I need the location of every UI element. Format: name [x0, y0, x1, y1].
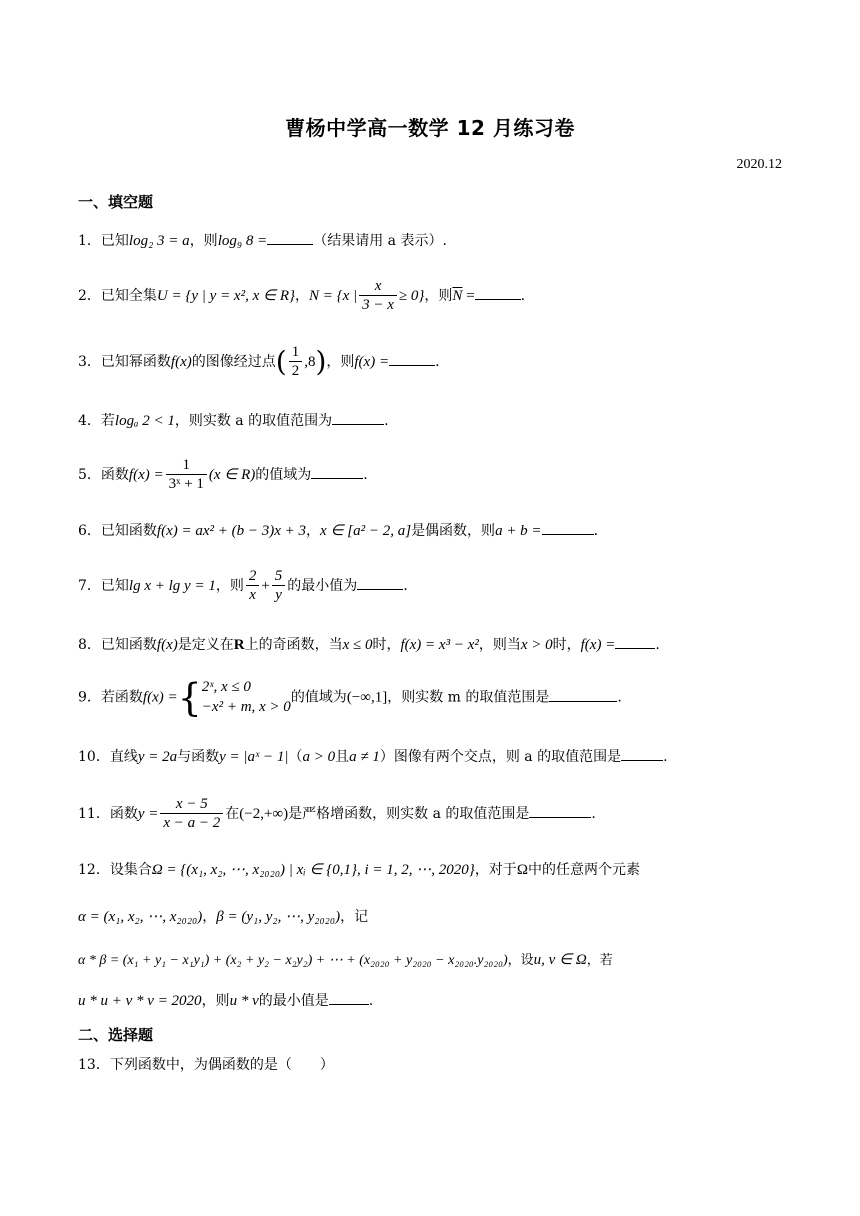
document-title: 曹杨中学高一数学 12 月练习卷 — [285, 116, 575, 140]
question-11: 11．函数y = $\frac{x - 5}{x - a - 2}$ 在(−2,+∞)是严格增函数，则实数 a 的取值范围是 . — [78, 796, 596, 831]
section-multiple-choice: 二、选择题 — [78, 1026, 154, 1044]
answer-blank[interactable] — [329, 992, 369, 1005]
question-12-line-3: α * β = (x₁ + y₁ − x₁y₁) + (x₂ + y₂ − x₂y₂) + ⋯ + (x₂₀₂₀ + y₂₀₂₀ − x₂₀₂₀.y₂₀₂₀)，设u, v ∈ Ω，若 — [78, 952, 613, 968]
answer-blank[interactable] — [389, 353, 435, 366]
question-9: 9．若函数f(x) ={ 2ˣ, x ≤ 0 −x² + m, x > 0 的值域为(−∞,1]，则实数 m 的取值范围是 . — [78, 675, 622, 720]
question-13: 13．下列函数中，为偶函数的是（ ） — [78, 1057, 334, 1073]
answer-blank[interactable] — [549, 689, 617, 702]
question-12-line-1: 12．设集合Ω = {(x₁, x₂, ⋯, x₂₀₂₀) | xᵢ ∈ {0,1}, i = 1, 2, ⋯, 2020}，对于Ω中的任意两个元素 — [78, 862, 640, 878]
question-3: 3．已知幂函数f(x)的图像经过点( $\frac{1}{2}$ ,8)，则f(x) = . — [78, 344, 440, 379]
question-12-line-2: α = (x₁, x₂, ⋯, x₂₀₂₀)，β = (y₁, y₂, ⋯, y₂₀₂₀)，记 — [78, 909, 369, 925]
answer-blank[interactable] — [475, 287, 521, 300]
document-date: 2020.12 — [736, 157, 782, 172]
answer-blank[interactable] — [621, 748, 663, 761]
answer-blank[interactable] — [615, 636, 655, 649]
question-7: 7．已知lg x + lg y = 1，则 $\frac{2}{x}$ + $\frac{5}{y}$ 的最小值为 . — [78, 568, 408, 603]
question-4: 4．若logₐ 2 < 1，则实数 a 的取值范围为 . — [78, 413, 389, 429]
answer-blank[interactable] — [357, 577, 403, 590]
question-12-line-4: u * u + v * v = 2020，则u * v的最小值是 . — [78, 993, 374, 1009]
question-8: 8．已知函数f(x)是定义在R上的奇函数，当x ≤ 0时，f(x) = x³ − x²，则当x > 0时，f(x) = . — [78, 637, 660, 653]
answer-blank[interactable] — [311, 466, 363, 479]
answer-blank[interactable] — [332, 412, 384, 425]
answer-blank[interactable] — [529, 805, 591, 818]
question-2: 2．已知全集U = {y | y = x², x ∈ R}，N = {x | $\frac{x}{3 - x}$ ≥ 0}，则$\overline{N}$ = . — [78, 278, 526, 313]
question-10: 10．直线y = 2a与函数y = |aˣ − 1|（a > 0且a ≠ 1）图像有两个交点，则 a 的取值范围是 . — [78, 749, 668, 765]
question-1: 1．已知log₂ 3 = a，则log₉ 8 = （结果请用 a 表示）. — [78, 233, 447, 249]
question-6: 6．已知函数f(x) = ax² + (b − 3)x + 3，x ∈ [a² − 2, a]是偶函数，则a + b = . — [78, 523, 599, 539]
answer-blank[interactable] — [542, 522, 594, 535]
answer-blank[interactable] — [267, 232, 313, 245]
question-5: 5．函数f(x) = $\frac{1}{\text{3ˣ + 1}}$ (x ∈ R)的值域为 . — [78, 457, 368, 492]
section-fill-in: 一、填空题 — [78, 193, 154, 211]
